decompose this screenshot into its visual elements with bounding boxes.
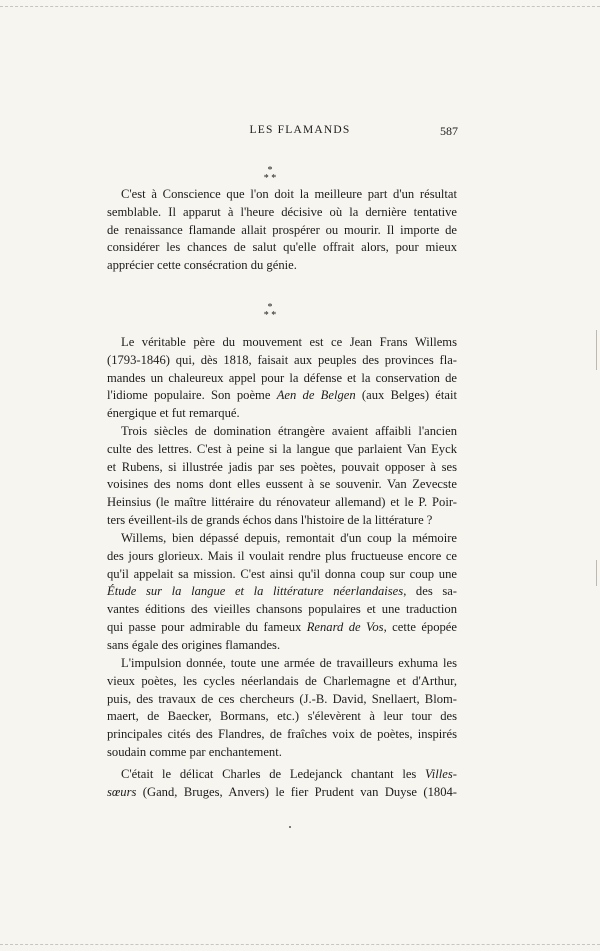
text-line: des jours glorieux. Mais il voulait rendre plus fructueuse encore ce: [107, 548, 457, 563]
text-line: [107, 619, 457, 637]
text-line: C'est à Conscience que l'on doit la meilleure part d'un résultat: [121, 187, 457, 201]
work-title: sœurs: [107, 784, 137, 799]
paragraph-conscience: [107, 186, 457, 275]
text-line: [107, 784, 457, 802]
text-line: semblable. Il apparut à l'heure décisive où la dernière tentative: [107, 204, 457, 219]
text-line: [107, 766, 457, 784]
text-line: Le véritable père du mouvement est ce Jean Frans Willems: [121, 335, 457, 349]
section-separator-asterism: [240, 167, 300, 183]
text-line: Trois siècles de domination étrangère avaient affaibli l'ancien: [121, 424, 457, 438]
paragraph-willems-mission: [107, 530, 457, 655]
text-line: sans égale des origines flamandes.: [107, 637, 281, 652]
margin-scan-mark: [596, 330, 597, 370]
text-line: vantes éditions des vieilles chansons populaires et une traduction: [107, 602, 457, 617]
paragraph-three-centuries: [107, 423, 457, 530]
running-header-title: LES FLAMANDS: [249, 124, 351, 136]
paragraph-willems: [107, 334, 457, 423]
text-line: Heinsius (le maître littéraire du rénovateur allemand) et le P. Poir-: [107, 495, 457, 510]
text-line: de renaissance flamande allait prospérer ou mourir. Il importe de: [107, 222, 457, 237]
text-line: énergique et fut remarqué.: [107, 406, 240, 421]
poem-title: Aen de Belgen: [276, 388, 356, 403]
text-run: C'était le délicat Charles de Ledejanck chantant les: [121, 767, 426, 781]
text-line: soudain comme par enchantement.: [107, 744, 282, 759]
top-scan-edge: [0, 6, 600, 7]
scan-speck: [289, 826, 291, 828]
text-line: culte des lettres. C'est à peine si la langue que parlaient Van Eyck: [107, 441, 457, 456]
text-line: puis, des travaux de ces chercheurs (J.-B. David, Snellaert, Blom-: [107, 691, 457, 706]
text-line: Willems, bien dépassé depuis, remontait d'un coup la mémoire: [121, 531, 457, 545]
text-line: apprécier cette consécration du génie.: [107, 258, 297, 273]
work-title: Villes-: [425, 767, 457, 781]
section-separator-asterism: [240, 304, 300, 320]
text-line: L'impulsion donnée, toute une armée de travailleurs exhuma les: [121, 656, 457, 670]
text-line: et Rubens, si illustrée jadis par ses poètes, pouvait opposer à ses: [107, 459, 457, 474]
text-run: , des sa-: [403, 584, 458, 599]
text-run: (Gand, Bruges, Anvers) le fier Prudent van Duyse (1804-: [136, 784, 457, 799]
text-line: maert, de Baecker, Bormans, etc.) s'élevèrent à leur tour des: [107, 709, 457, 724]
text-line: [107, 387, 457, 405]
paragraph-ledejanck: [107, 766, 457, 802]
text-line: mandes un chaleureux appel pour la défense et la conservation de: [107, 370, 457, 385]
text-line: voisines des noms dont elles eussent à se souvenir. Van Zevecste: [107, 477, 457, 492]
bottom-scan-edge: [0, 944, 600, 945]
work-title: Renard de Vos: [306, 619, 384, 634]
text-line: vieux poètes, les cycles néerlandais de Charlemagne et d'Arthur,: [107, 673, 457, 688]
paragraph-impulsion: [107, 655, 457, 762]
text-run: l'idiome populaire. Son poème: [107, 388, 277, 403]
asterism-text: * * *: [263, 302, 277, 321]
text-line: considérer les chances de salut qu'elle offrait alors, pour mieux: [107, 240, 457, 255]
asterism-text: * * *: [263, 165, 277, 184]
text-run: , cette épopée: [383, 619, 457, 634]
text-line: ters éveillent-ils de grands échos dans l'histoire de la littérature ?: [107, 512, 433, 527]
text-line: principales cités des Flandres, de fraîches voix de poètes, inspirés: [107, 727, 457, 742]
text-run: (aux Belges) était: [355, 388, 457, 403]
text-line: (1793-1846) qui, dès 1818, faisait aux peuples des provinces fla-: [107, 352, 457, 367]
work-title: Étude sur la langue et la littérature néerlandaises: [107, 584, 404, 599]
text-line: [107, 583, 457, 601]
text-run: qui passe pour admirable du fameux: [107, 619, 307, 634]
margin-scan-mark: [596, 560, 597, 586]
page-number: 587: [440, 124, 458, 138]
text-line: qu'il appelait sa mission. C'est ainsi qu'il donna coup sur coup une: [107, 566, 457, 581]
